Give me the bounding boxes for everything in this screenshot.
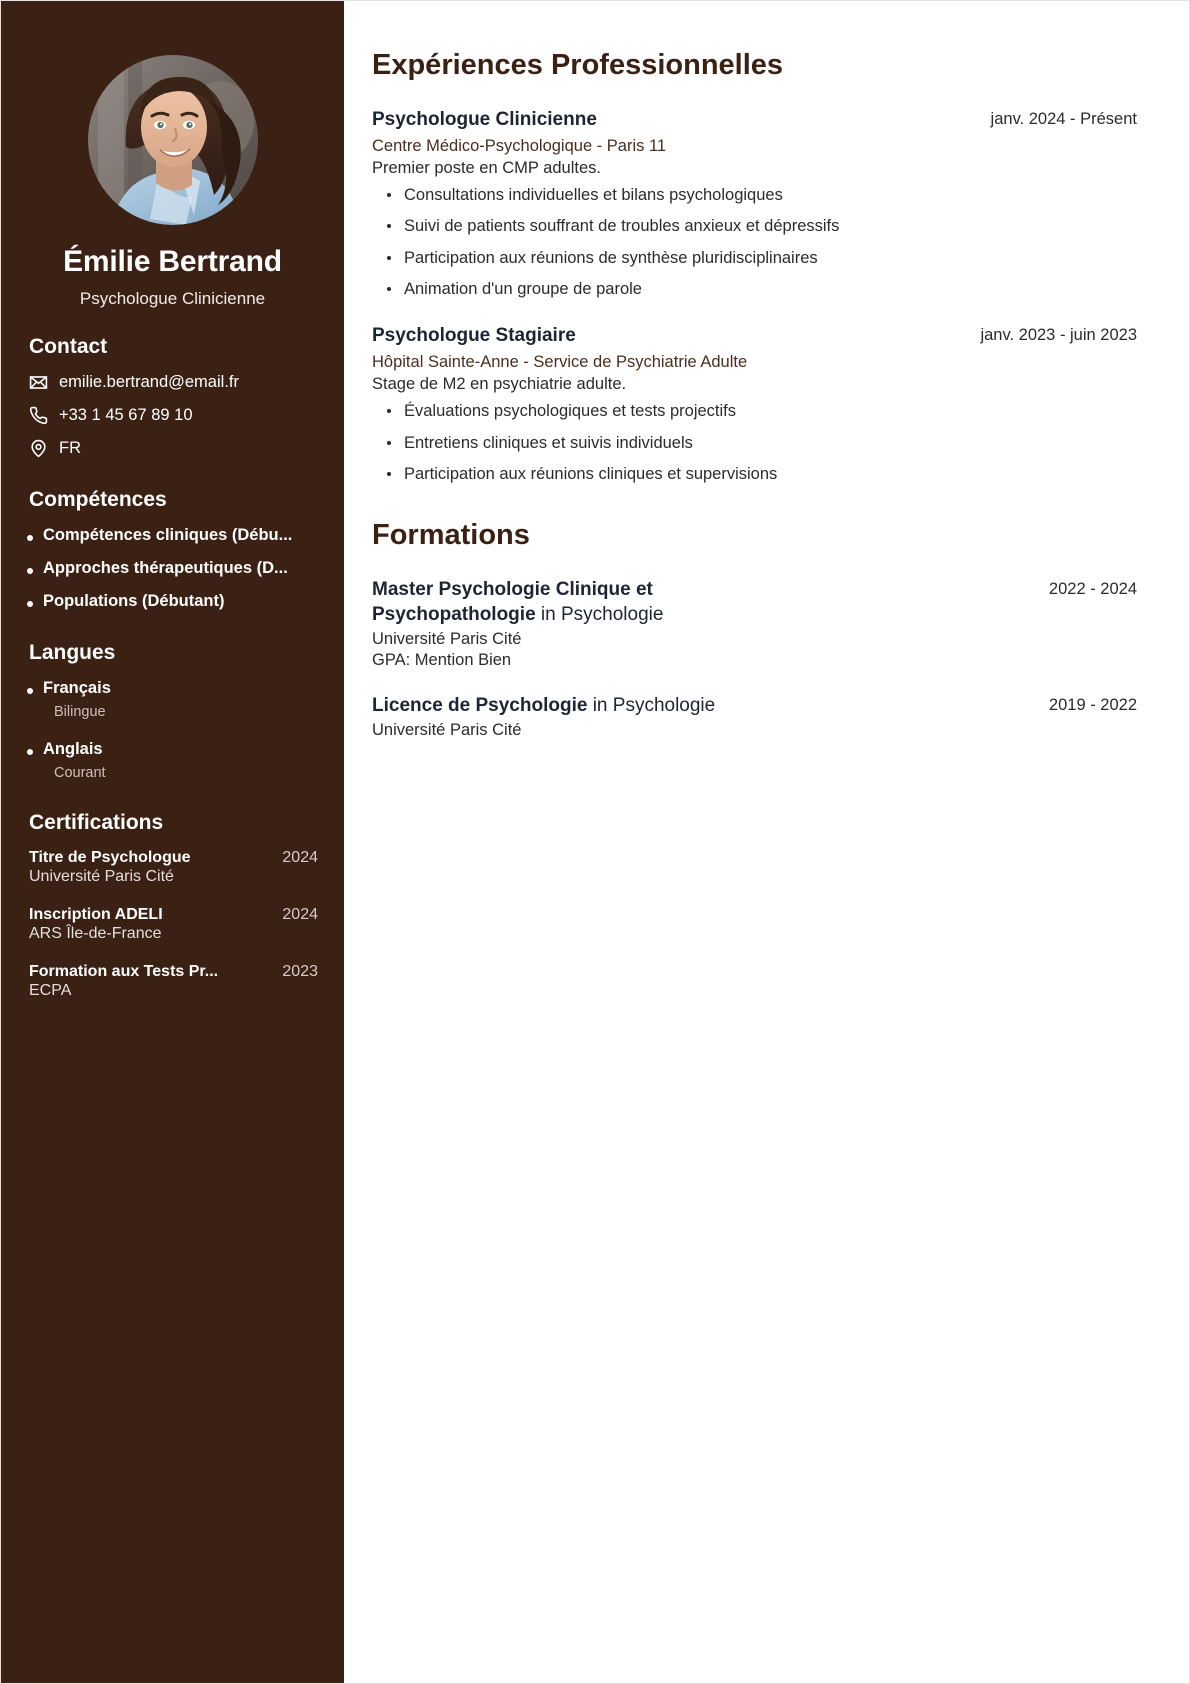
- certification-header: [29, 963, 318, 981]
- experience-heading: Expériences Professionnelles: [372, 49, 784, 81]
- education-degree-main: Master Psychologie Clinique et Psychopathologie: [372, 579, 653, 626]
- skill-label: Populations (Débutant): [43, 592, 225, 610]
- sidebar: [1, 1, 344, 1683]
- language-level: Bilingue: [54, 704, 106, 720]
- contact-section: [1, 335, 344, 458]
- skill-item: [27, 526, 318, 545]
- experience-title: Psychologue Stagiaire: [372, 325, 576, 347]
- education-degree: [372, 694, 715, 719]
- education-heading: Formations: [372, 519, 530, 552]
- job-title: Psychologue Clinicienne: [79, 289, 266, 308]
- contact-heading: Contact: [29, 335, 108, 358]
- education-item: [372, 578, 1137, 669]
- phone-icon: [29, 406, 48, 425]
- contact-phone-value: +33 1 45 67 89 10: [59, 406, 193, 424]
- envelope-icon: [29, 373, 48, 392]
- certification-name: Inscription ADELI: [29, 906, 163, 923]
- experience-bullet: Entretiens cliniques et suivis individuels: [372, 433, 1137, 454]
- location-pin-icon: [29, 439, 48, 458]
- experience-description: Premier poste en CMP adultes.: [372, 158, 601, 177]
- bullet-dot-icon: [27, 688, 33, 694]
- certifications-section: [1, 811, 344, 1000]
- experience-header: [372, 324, 1137, 349]
- contact-email[interactable]: [27, 373, 318, 392]
- bullet-dot-icon: [27, 601, 33, 607]
- experience-bullet: Consultations individuelles et bilans psychologiques: [372, 185, 1137, 206]
- language-item: [27, 679, 318, 720]
- certification-year: 2024: [282, 906, 318, 923]
- bullet-dot-icon: [27, 749, 33, 755]
- avatar: [88, 55, 258, 225]
- education-degree: [372, 578, 792, 627]
- experience-date: janv. 2023 - juin 2023: [980, 326, 1137, 345]
- language-name: Français: [43, 679, 111, 697]
- language-name-row: [27, 740, 318, 759]
- certifications-heading: Certifications: [29, 811, 164, 834]
- certification-name: Formation aux Tests Pr...: [29, 963, 219, 980]
- experience-description: Stage de M2 en psychiatrie adulte.: [372, 375, 627, 394]
- skill-item: [27, 559, 318, 578]
- education-date: 2022 - 2024: [1048, 580, 1137, 599]
- education-degree-suffix: in Psychologie: [535, 604, 664, 626]
- certification-issuer: ARS Île-de-France: [29, 925, 162, 942]
- language-level: Courant: [54, 765, 106, 781]
- certification-item: [27, 849, 318, 886]
- education-item: [372, 694, 1137, 740]
- skills-section: [1, 488, 344, 611]
- experience-header: [372, 108, 1137, 133]
- contact-phone[interactable]: [27, 406, 318, 425]
- skill-label: Compétences cliniques (Débu...: [43, 526, 293, 544]
- certification-name: Titre de Psychologue: [29, 849, 191, 866]
- language-item: [27, 740, 318, 781]
- skill-item: [27, 592, 318, 611]
- certification-year: 2024: [282, 849, 318, 866]
- certification-issuer: ECPA: [29, 982, 72, 999]
- certification-header: [29, 849, 318, 867]
- certification-issuer: Université Paris Cité: [29, 868, 174, 885]
- certification-item: [27, 906, 318, 943]
- bullet-dot-icon: [27, 535, 33, 541]
- certification-item: [27, 963, 318, 1000]
- skills-heading: Compétences: [29, 488, 167, 511]
- languages-section: [1, 641, 344, 781]
- experience-bullet-list: [372, 185, 1137, 301]
- experience-bullet: Participation aux réunions cliniques et supervisions: [372, 464, 1137, 485]
- contact-location: [27, 439, 318, 458]
- avatar-container: [1, 1, 344, 225]
- main-content: [344, 1, 1189, 1683]
- language-name-row: [27, 679, 318, 698]
- experience-bullet: Suivi de patients souffrant de troubles anxieux et dépressifs: [372, 216, 1137, 237]
- education-degree-suffix: in Psychologie: [587, 694, 716, 716]
- profile-photo-icon: [88, 55, 258, 225]
- education-school: Université Paris Cité: [372, 720, 522, 739]
- experience-date: janv. 2024 - Présent: [990, 110, 1137, 128]
- experience-bullet: Évaluations psychologiques et tests projectifs: [372, 401, 1137, 422]
- education-school: Université Paris Cité: [372, 629, 522, 648]
- full-name: Émilie Bertrand: [63, 245, 282, 278]
- education-gpa: GPA: Mention Bien: [372, 650, 512, 669]
- language-name: Anglais: [43, 740, 103, 758]
- languages-heading: Langues: [29, 641, 116, 664]
- education-date: 2019 - 2022: [1048, 695, 1137, 714]
- experience-bullet: Participation aux réunions de synthèse pluridisciplinaires: [372, 248, 1137, 269]
- contact-email-value: emilie.bertrand@email.fr: [59, 373, 239, 391]
- certification-year: 2023: [282, 963, 318, 980]
- experience-organization: Centre Médico-Psychologique - Paris 11: [372, 136, 667, 155]
- contact-location-value: FR: [59, 439, 81, 457]
- experience-item: [372, 108, 1137, 300]
- bullet-dot-icon: [27, 568, 33, 574]
- experience-bullet-list: [372, 401, 1137, 485]
- education-header: [372, 694, 1137, 719]
- certification-header: [29, 906, 318, 924]
- skill-label: Approches thérapeutiques (D...: [43, 559, 288, 577]
- education-degree-main: Licence de Psychologie: [372, 694, 588, 716]
- experience-bullet: Animation d'un groupe de parole: [372, 279, 1137, 300]
- experience-title: Psychologue Clinicienne: [372, 109, 597, 130]
- experience-item: [372, 324, 1137, 485]
- education-header: [372, 578, 1137, 627]
- experience-organization: Hôpital Sainte-Anne - Service de Psychiatrie Adulte: [372, 353, 748, 372]
